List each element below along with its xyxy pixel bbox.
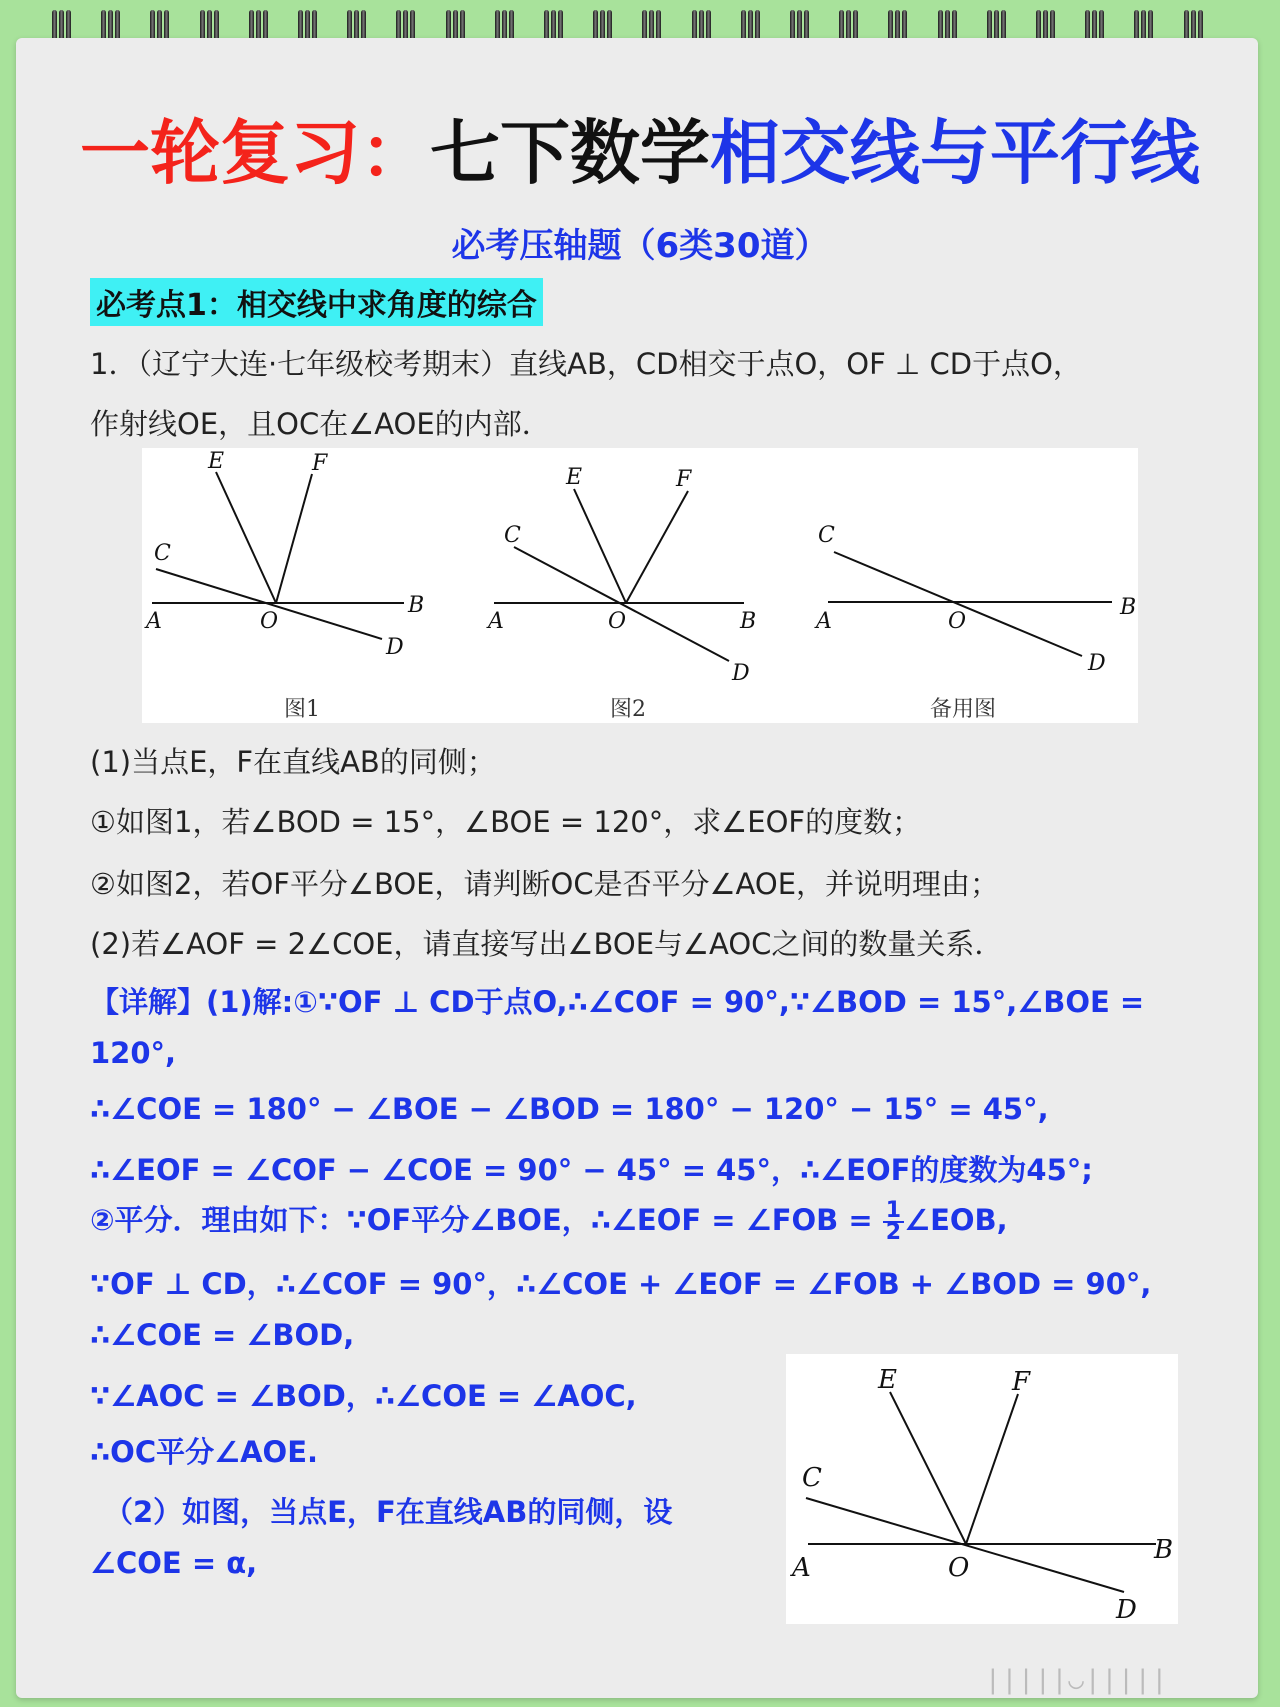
footer-watermark: |||||◡|||||: [985, 1665, 1169, 1695]
fig1-caption: 图1: [284, 697, 320, 722]
solution-line-9: ∴OC平分∠AOE.: [90, 1435, 319, 1469]
solution-line-6: ∵OF ⊥ CD，∴∠COF = 90°，∴∠COE + ∠EOF = ∠FOB + ∠BOD = 90°,: [90, 1267, 1152, 1301]
fig3-label-d: D: [1088, 651, 1106, 676]
page-title: [0, 108, 1280, 198]
question-1: (1)当点E，F在直线AB的同侧；: [90, 745, 496, 779]
sol-label-b: B: [1154, 1535, 1174, 1565]
fig1-label-e: E: [208, 449, 225, 474]
solution-line-5-pre: ②平分．理由如下：∵OF平分∠BOE，∴∠EOF = ∠FOB =: [90, 1203, 883, 1237]
title-blue: 相交线与平行线: [710, 112, 1200, 194]
sol-label-a: A: [792, 1553, 811, 1583]
fig1-label-f: F: [312, 451, 328, 476]
fig3-label-c: C: [818, 523, 835, 548]
fig1-label-a: A: [146, 609, 162, 634]
sol-label-f: F: [1012, 1367, 1031, 1397]
fig1-label-b: B: [408, 593, 425, 618]
fig1-label-o: O: [260, 609, 279, 634]
problem-line-2: 作射线OE，且OC在∠AOE的内部．: [90, 407, 551, 441]
fig3-caption: 备用图: [930, 697, 997, 722]
sol-label-c: C: [802, 1463, 822, 1493]
sol-label-e: E: [878, 1365, 897, 1395]
solution-line-4: ∴∠EOF = ∠COF − ∠COE = 90° − 45° = 45°，∴∠EOF的度数为45°;: [90, 1153, 1093, 1187]
solution-line-3: ∴∠COE = 180° − ∠BOE − ∠BOD = 180° − 120° − 15° = 45°,: [90, 1092, 1049, 1126]
title-red: 一轮复习：: [80, 112, 430, 194]
solution-line-1: 【详解】(1)解:①∵OF ⊥ CD于点O,∴∠COF = 90°,∵∠BOD = 15°,∠BOE =: [90, 985, 1145, 1019]
question-1a: ①如图1，若∠BOD = 15°，∠BOE = 120°，求∠EOF的度数；: [90, 805, 922, 839]
fig2-label-a: A: [488, 609, 504, 634]
fig3-label-o: O: [948, 609, 967, 634]
fig2-label-o: O: [608, 609, 627, 634]
solution-line-7: ∴∠COE = ∠BOD,: [90, 1318, 355, 1352]
fig2-label-b: B: [740, 609, 757, 634]
fraction-numerator: 1: [883, 1201, 904, 1223]
fig2-caption: 图2: [610, 697, 646, 722]
sol-label-o: O: [948, 1553, 970, 1583]
fig3-label-b: B: [1120, 595, 1137, 620]
fig2-label-c: C: [504, 523, 521, 548]
solution-line-5-post: ∠EOB,: [904, 1203, 1008, 1237]
solution-line-8: ∵∠AOC = ∠BOD，∴∠COE = ∠AOC,: [90, 1379, 637, 1413]
fig1-label-c: C: [154, 541, 171, 566]
figures-panel: [142, 448, 1138, 723]
fig2-label-e: E: [566, 465, 583, 490]
fig3-label-a: A: [816, 609, 832, 634]
figures-svg: [142, 448, 1138, 723]
title-black: 七下数学: [430, 112, 710, 194]
sol-label-d: D: [1116, 1595, 1137, 1624]
fig2-label-d: D: [732, 661, 750, 686]
solution-line-5: [90, 1198, 1008, 1243]
solution-line-11: ∠COE = α,: [90, 1546, 258, 1580]
fraction-half: [883, 1198, 904, 1245]
subtitle: 必考压轴题（6类30道）: [451, 226, 829, 266]
fig1-label-d: D: [386, 635, 404, 660]
fig2-label-f: F: [676, 467, 692, 492]
question-1b: ②如图2，若OF平分∠BOE，请判断OC是否平分∠AOE，并说明理由；: [90, 867, 1000, 901]
solution-figure: [786, 1354, 1178, 1624]
solution-line-10: （2）如图，当点E，F在直线AB的同侧，设: [104, 1495, 673, 1529]
solution-figure-svg: [786, 1354, 1178, 1624]
question-2: (2)若∠AOF = 2∠COE，请直接写出∠BOE与∠AOC之间的数量关系．: [90, 927, 1004, 961]
section-heading: 必考点1：相交线中求角度的综合: [90, 278, 543, 326]
fraction-denominator: 2: [885, 1220, 902, 1245]
problem-line-1: 1．（辽宁大连·七年级校考期末）直线AB，CD相交于点O，OF ⊥ CD于点O，: [90, 347, 1082, 381]
solution-line-2: 120°,: [90, 1036, 177, 1070]
